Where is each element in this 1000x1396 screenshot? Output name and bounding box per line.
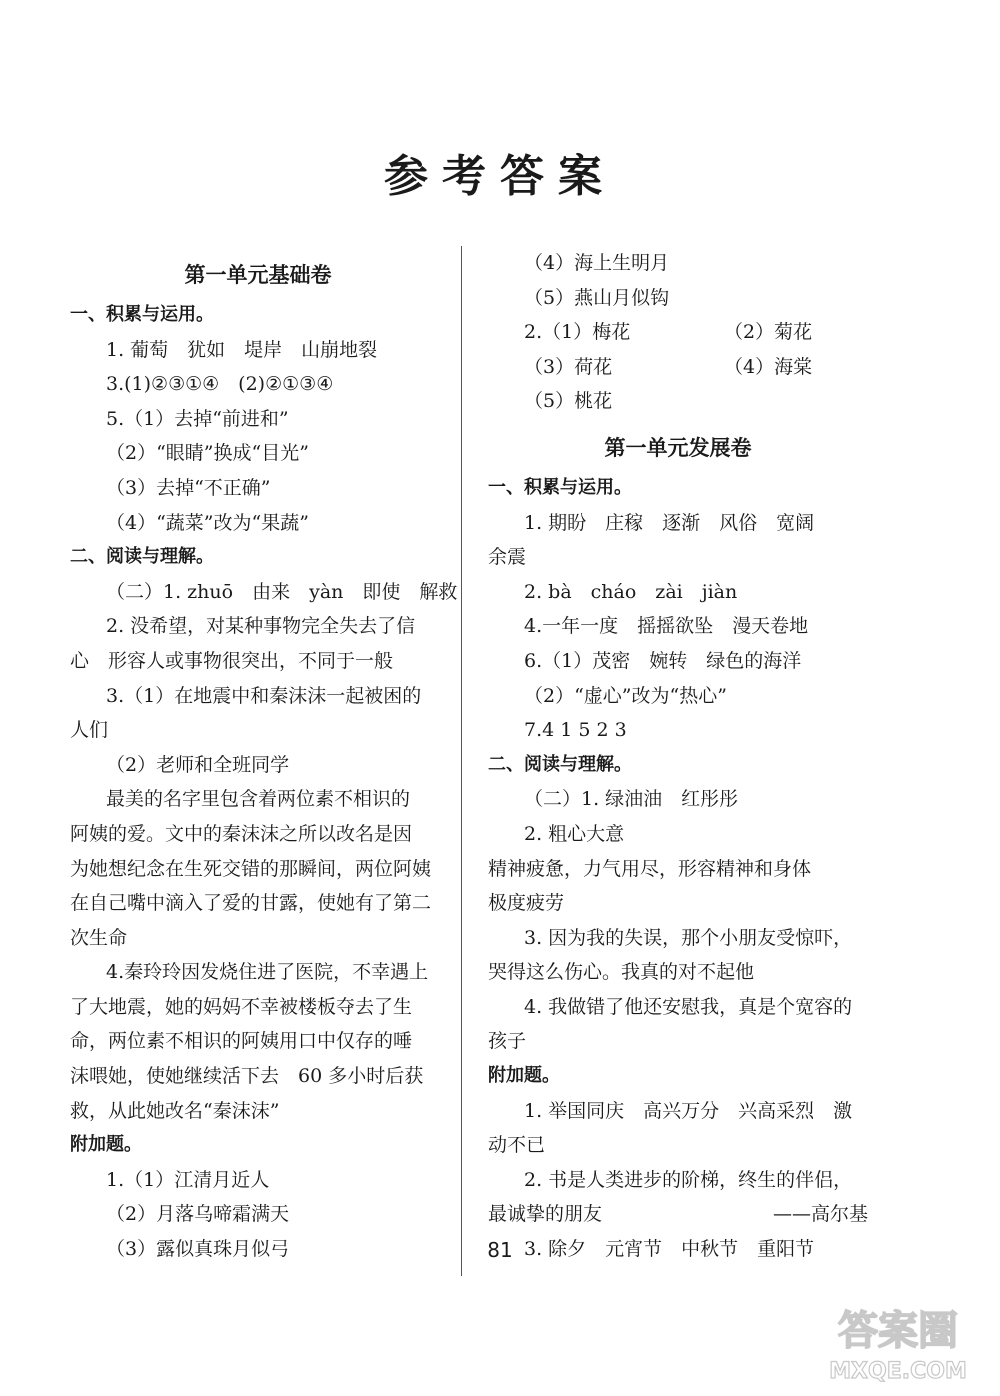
paragraph-line: 在自己嘴中滴入了爱的甘露，使她有了第二	[70, 892, 432, 915]
answer-line: 2. 没希望，对某种事物完全失去了信	[106, 615, 416, 638]
answer-line: 哭得这么伤心。我真的对不起他	[488, 961, 755, 984]
answer-line: 6.（1）茂密 婉转 绿色的海洋	[524, 649, 802, 672]
answer-line: 动不已	[488, 1134, 546, 1157]
answer-line: （2）“虚心”改为“热心”	[524, 684, 727, 707]
right-column	[488, 246, 868, 1267]
answer-line: 4. 我做错了他还安慰我，真是个宽容的	[524, 995, 853, 1018]
answer-line: 4.秦玲玲因发烧住进了医院，不幸遇上	[106, 961, 429, 984]
answer-line: 7.4 1 5 2 3	[524, 719, 627, 742]
section-heading-basic: 第一单元基础卷	[184, 263, 332, 287]
answer-line	[488, 350, 868, 385]
answer-line: （二）1. 绿油油 红彤彤	[524, 788, 739, 811]
answer-line: 救，从此她改名“秦沫沫”	[70, 1099, 280, 1122]
answer-line: （4）海上生明月	[524, 252, 670, 274]
answer-line: 沫喂她，使她继续活下去 60 多小时后获	[70, 1065, 424, 1088]
answer-line: 5.（1）去掉“前进和”	[106, 407, 289, 430]
paragraph-line: 阿姨的爱。文中的秦沫沫之所以改名是因	[70, 822, 413, 845]
watermark-text-cn: 答案圈	[838, 1308, 958, 1354]
answer-line: （4）“蔬菜”改为“果蔬”	[106, 511, 309, 534]
answer-line: （5）桃花	[524, 390, 613, 413]
answer-line: 孩子	[488, 1030, 527, 1053]
paragraph-line: 最美的名字里包含着两位素不相识的	[106, 788, 411, 811]
page-number: 81	[487, 1238, 513, 1262]
answer-line: （2）月落乌啼霜满天	[106, 1203, 290, 1226]
section-title: 附加题。	[70, 1134, 142, 1156]
answer-item: （3）荷花	[524, 355, 613, 378]
quote-author: ——高尔基	[772, 1203, 868, 1226]
answer-line: 1.（1）江清月近人	[106, 1168, 270, 1191]
answer-line: （2）老师和全班同学	[106, 753, 290, 776]
answer-line	[488, 315, 868, 350]
section-title: 一、积累与运用。	[488, 476, 632, 498]
answer-line: （5）燕山月似钩	[524, 286, 670, 309]
answer-item: （2）菊花	[724, 321, 813, 344]
page-title: 参考答案	[384, 151, 616, 202]
watermark-logo	[808, 1300, 988, 1384]
answer-line: 极度疲劳	[488, 892, 565, 915]
section-heading-development: 第一单元发展卷	[604, 435, 752, 460]
answer-line: 2. bà cháo zài jiàn	[524, 580, 738, 603]
section-title: 二、阅读与理解。	[70, 546, 214, 568]
answer-line: 3. 除夕 元宵节 中秋节 重阳节	[524, 1238, 815, 1261]
section-title: 附加题。	[488, 1065, 560, 1087]
answer-line: 2. 书是人类进步的阶梯，终生的伴侣，	[524, 1168, 853, 1191]
answer-line: 了大地震，她的妈妈不幸被楼板夺去了生	[70, 995, 413, 1018]
column-divider	[461, 246, 462, 1276]
answer-line: 3.(1)②③①④ (2)②①③④	[106, 373, 334, 396]
answer-line: 4.一年一度 摇摇欲坠 漫天卷地	[524, 615, 809, 638]
answer-line: （3）露似真珠月似弓	[106, 1238, 290, 1261]
answer-line: 心 形容人或事物很突出，不同于一般	[70, 649, 394, 672]
answer-line: 精神疲惫，力气用尽，形容精神和身体	[488, 857, 812, 880]
quote-text: 最诚挚的朋友	[488, 1203, 603, 1226]
paragraph-line: 为她想纪念在生死交错的那瞬间，两位阿姨	[70, 857, 432, 880]
answer-line: （2）“眼睛”换成“目光”	[106, 442, 309, 465]
answer-line: 人们	[70, 719, 109, 742]
answer-line: 3.（1）在地震中和秦沫沫一起被困的	[106, 684, 422, 707]
paragraph-line: 次生命	[70, 926, 128, 949]
answer-item: 2.（1）梅花	[524, 321, 631, 344]
answer-line: 2. 粗心大意	[524, 822, 625, 845]
section-title: 二、阅读与理解。	[488, 753, 632, 775]
answer-line: 1. 举国同庆 高兴万分 兴高采烈 激	[524, 1099, 853, 1122]
answer-line: 1. 葡萄 犹如 堤岸 山崩地裂	[106, 338, 378, 361]
answer-line	[488, 1197, 868, 1232]
answer-line: （二）1. zhuō 由来 yàn 即使 解救	[106, 580, 458, 603]
answer-line: 1. 期盼 庄稼 逐渐 风俗 宽阔	[524, 511, 815, 534]
left-column	[70, 246, 458, 1267]
watermark-text-url: MXQE.COM	[829, 1359, 967, 1384]
answer-item: （4）海棠	[724, 355, 813, 378]
section-title: 一、积累与运用。	[70, 304, 214, 325]
answer-line: （3）去掉“不正确”	[106, 476, 271, 499]
answer-line: 命，两位素不相识的阿姨用口中仅存的唾	[70, 1030, 413, 1053]
answer-line: 余震	[488, 546, 527, 569]
answer-line: 3. 因为我的失误，那个小朋友受惊吓，	[524, 926, 853, 949]
